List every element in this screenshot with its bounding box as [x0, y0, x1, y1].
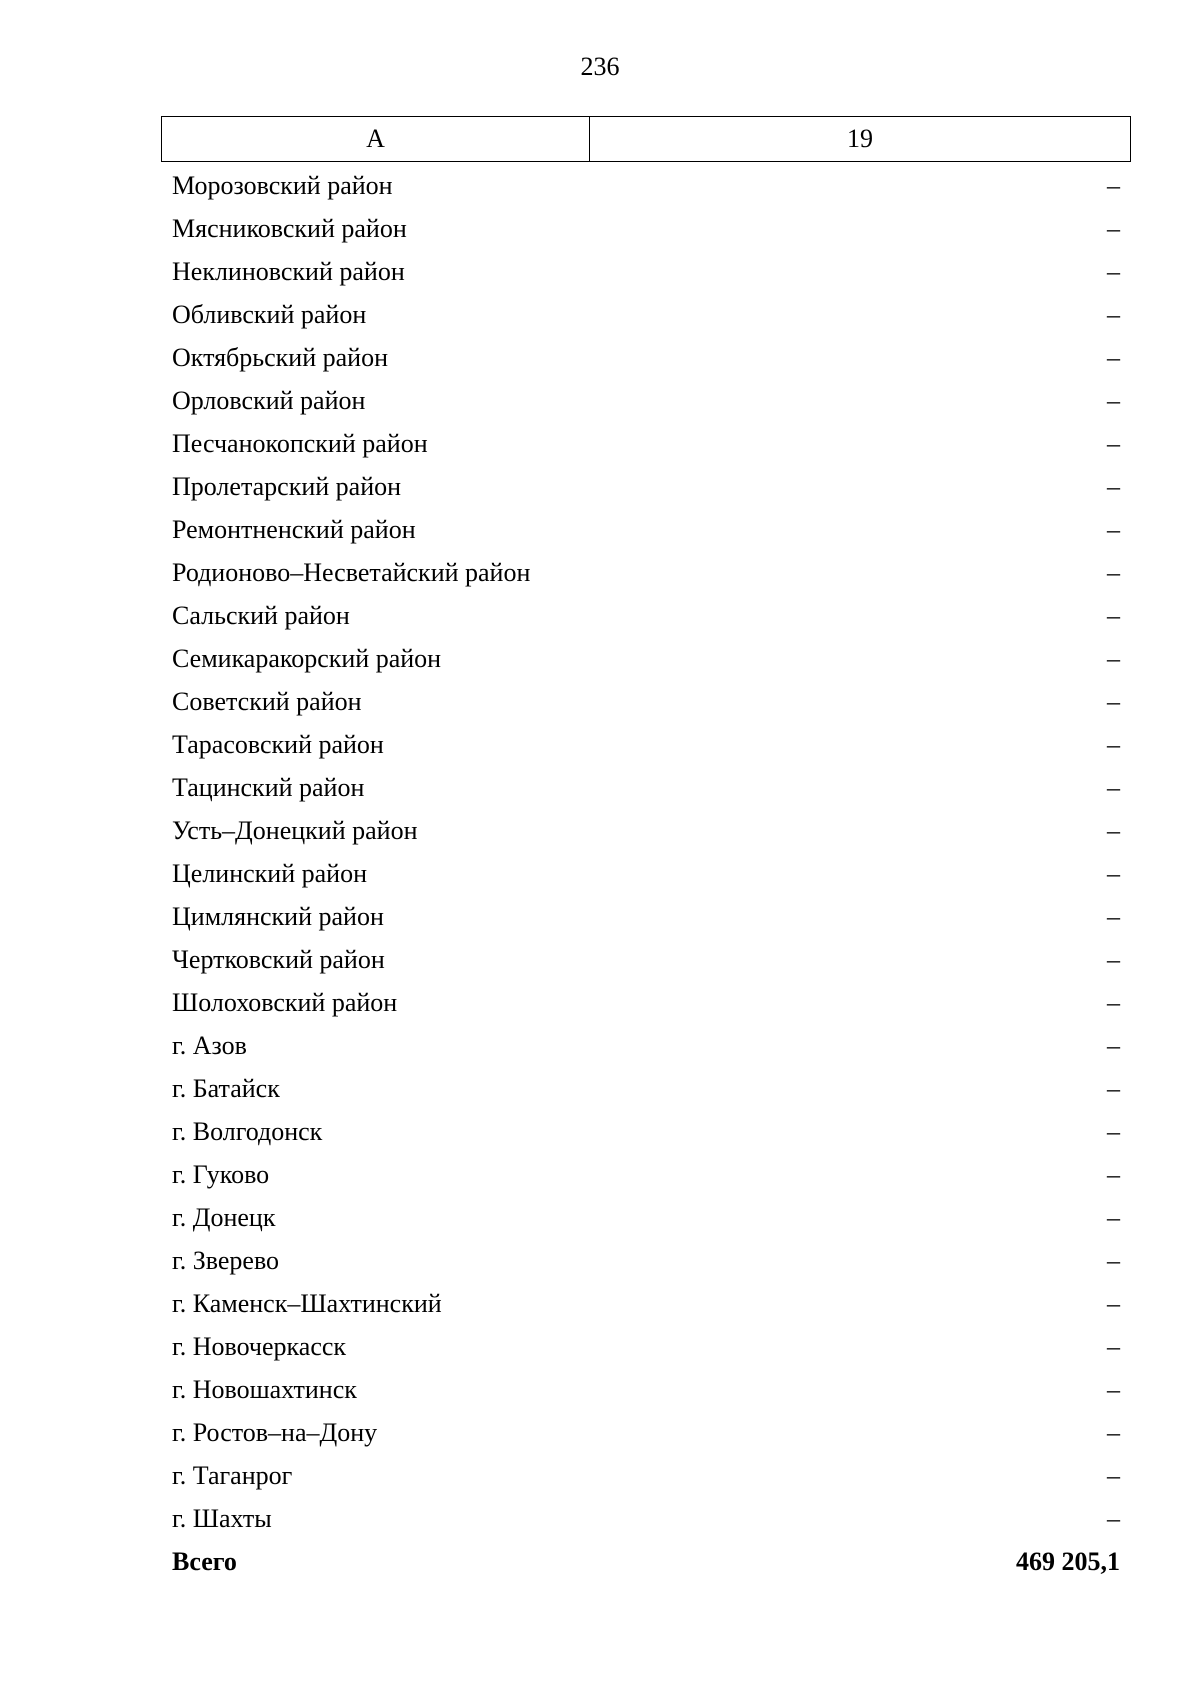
- row-name: г. Азов: [172, 1030, 247, 1060]
- table-row: [172, 1325, 1120, 1368]
- page-number: 236: [580, 52, 620, 81]
- row-value: –: [1107, 1202, 1120, 1232]
- row-value: –: [1107, 1116, 1120, 1146]
- row-name: Тарасовский район: [172, 729, 384, 759]
- table-row: [172, 1497, 1120, 1540]
- row-value: –: [1107, 1460, 1120, 1490]
- table-row: [172, 680, 1120, 723]
- table-row: [172, 637, 1120, 680]
- row-value: –: [1107, 1073, 1120, 1103]
- row-value: –: [1107, 901, 1120, 931]
- row-value: –: [1107, 729, 1120, 759]
- header-col-a: А: [162, 117, 590, 161]
- table-row: [172, 379, 1120, 422]
- row-value: –: [1107, 213, 1120, 243]
- row-name: Шолоховский район: [172, 987, 398, 1017]
- row-value: –: [1107, 170, 1120, 200]
- total-label: Всего: [172, 1546, 237, 1576]
- table-row: [172, 551, 1120, 594]
- row-name: Тацинский район: [172, 772, 365, 802]
- row-name: г. Новошахтинск: [172, 1374, 357, 1404]
- table-row: [172, 852, 1120, 895]
- table-row: [172, 207, 1120, 250]
- row-name: Советский район: [172, 686, 362, 716]
- row-name: Орловский район: [172, 385, 366, 415]
- table-row: [172, 895, 1120, 938]
- table-row: [172, 1024, 1120, 1067]
- total-value: 469 205,1: [1016, 1546, 1120, 1576]
- table-row: [172, 1110, 1120, 1153]
- row-value: –: [1107, 385, 1120, 415]
- row-value: –: [1107, 557, 1120, 587]
- row-value: –: [1107, 471, 1120, 501]
- table-row: [172, 1454, 1120, 1497]
- table-row: [172, 422, 1120, 465]
- table-row: [172, 1067, 1120, 1110]
- table-row: [172, 164, 1120, 207]
- row-name: г. Таганрог: [172, 1460, 293, 1490]
- row-name: Морозовский район: [172, 170, 393, 200]
- row-name: Октябрьский район: [172, 342, 388, 372]
- table-row: [172, 250, 1120, 293]
- row-value: –: [1107, 1503, 1120, 1533]
- row-value: –: [1107, 514, 1120, 544]
- table-row: [172, 336, 1120, 379]
- table-row: [172, 1368, 1120, 1411]
- row-name: Мясниковский район: [172, 213, 407, 243]
- table-row: [172, 465, 1120, 508]
- row-name: г. Зверево: [172, 1245, 280, 1275]
- row-name: Цимлянский район: [172, 901, 384, 931]
- row-value: –: [1107, 815, 1120, 845]
- table-row: [172, 1153, 1120, 1196]
- table-row: [172, 1196, 1120, 1239]
- row-name: Семикаракорский район: [172, 643, 442, 673]
- row-name: Родионово–Несветайский район: [172, 557, 531, 587]
- row-name: г. Ростов–на–Дону: [172, 1417, 378, 1447]
- row-value: –: [1107, 643, 1120, 673]
- row-value: –: [1107, 1417, 1120, 1447]
- table-row: [172, 293, 1120, 336]
- row-value: –: [1107, 256, 1120, 286]
- row-name: Целинский район: [172, 858, 367, 888]
- row-name: г. Донецк: [172, 1202, 276, 1232]
- row-value: –: [1107, 1245, 1120, 1275]
- table-header: [161, 116, 1131, 162]
- row-value: –: [1107, 944, 1120, 974]
- row-value: –: [1107, 342, 1120, 372]
- row-value: –: [1107, 600, 1120, 630]
- row-value: –: [1107, 1159, 1120, 1189]
- row-name: Усть–Донецкий район: [172, 815, 418, 845]
- row-name: г. Шахты: [172, 1503, 272, 1533]
- table-row: [172, 809, 1120, 852]
- total-row: [172, 1540, 1120, 1583]
- row-name: г. Гуково: [172, 1159, 270, 1189]
- row-value: –: [1107, 772, 1120, 802]
- table-row: [172, 594, 1120, 637]
- row-name: г. Каменск–Шахтинский: [172, 1288, 442, 1318]
- table-row: [172, 981, 1120, 1024]
- row-name: Неклиновский район: [172, 256, 405, 286]
- row-value: –: [1107, 299, 1120, 329]
- row-name: Чертковский район: [172, 944, 385, 974]
- row-name: г. Батайск: [172, 1073, 280, 1103]
- row-value: –: [1107, 428, 1120, 458]
- row-value: –: [1107, 1030, 1120, 1060]
- table-row: [172, 1411, 1120, 1454]
- row-value: –: [1107, 686, 1120, 716]
- row-value: –: [1107, 1374, 1120, 1404]
- table-row: [172, 508, 1120, 551]
- table-body: [172, 164, 1120, 1583]
- table-row: [172, 1239, 1120, 1282]
- row-name: Обливский район: [172, 299, 367, 329]
- row-value: –: [1107, 987, 1120, 1017]
- row-value: –: [1107, 858, 1120, 888]
- table-row: [172, 766, 1120, 809]
- header-col-19: 19: [847, 124, 873, 153]
- table-row: [172, 723, 1120, 766]
- row-name: г. Новочеркасск: [172, 1331, 347, 1361]
- row-name: г. Волгодонск: [172, 1116, 323, 1146]
- row-name: Пролетарский район: [172, 471, 402, 501]
- row-name: Сальский район: [172, 600, 350, 630]
- row-value: –: [1107, 1331, 1120, 1361]
- row-name: Песчанокопский район: [172, 428, 428, 458]
- row-name: Ремонтненский район: [172, 514, 416, 544]
- table-row: [172, 938, 1120, 981]
- row-value: –: [1107, 1288, 1120, 1318]
- table-row: [172, 1282, 1120, 1325]
